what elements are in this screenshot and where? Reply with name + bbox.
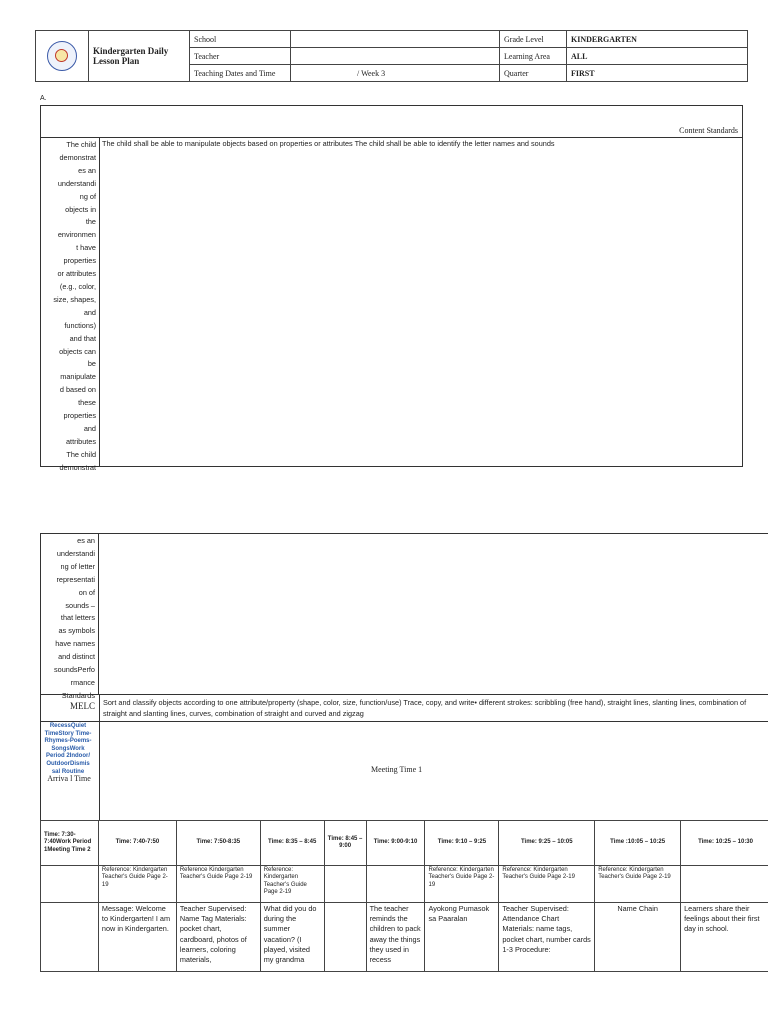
activity-cell: Learners share their feelings about their first day in school. <box>681 903 768 972</box>
wrapped-line: be <box>87 359 96 369</box>
activity-cell: What did you do during the summer vacation? (I played, visited my grandma <box>260 903 324 972</box>
wrapped-line: and <box>83 307 96 317</box>
wrapped-line: d based on <box>59 385 96 395</box>
wrapped-line: size, shapes, <box>53 294 96 304</box>
school-value <box>291 31 500 48</box>
wrapped-line: understandi <box>56 548 95 558</box>
reference-cell: Reference: Kindergarten Teacher's Guide Page 2-19 <box>595 866 681 903</box>
deped-seal-icon <box>47 41 77 71</box>
grade-label: Grade Level <box>500 31 567 48</box>
time-cell: Time: 7:40-7:50 <box>98 821 176 866</box>
dates-label: Teaching Dates and Time <box>190 65 291 82</box>
content-standards-wrapped-text <box>41 139 96 475</box>
reference-cell <box>681 866 768 903</box>
wrapped-line: the <box>85 217 96 227</box>
wrapped-line: sounds – <box>65 600 95 610</box>
area-label: Learning Area <box>500 48 567 65</box>
wrapped-line: The child <box>66 449 96 459</box>
reference-cell: Reference: Kindergarten Teacher's Guide Page 2-19 <box>425 866 499 903</box>
wrapped-line: demonstrat <box>59 462 96 472</box>
wrapped-line: as symbols <box>58 626 95 636</box>
reference-cell: Reference: Kindergarten Teacher's Guide Page 2-19 <box>98 866 176 903</box>
references-row <box>41 866 768 903</box>
wrapped-line: demonstrat <box>59 152 96 162</box>
time-cell: Time: 7:50-8:35 <box>176 821 260 866</box>
activity-cell <box>324 903 366 972</box>
time-cell: Time: 7:30-7:40Work Period 1Meeting Time 2 <box>41 821 99 866</box>
time-cell: Time: 9:00-9:10 <box>366 821 425 866</box>
activity-cell: Name Chain <box>595 903 681 972</box>
time-cell: Time: 10:25 – 10:30 <box>681 821 768 866</box>
quarter-label: Quarter <box>500 65 567 82</box>
reference-cell <box>324 866 366 903</box>
teacher-value <box>291 48 500 65</box>
wrapped-line: manipulate <box>60 372 96 382</box>
melc-label: MELC <box>69 701 95 711</box>
times-row <box>41 821 768 866</box>
wrapped-line: these <box>78 398 96 408</box>
wrapped-line: attributes <box>65 436 96 446</box>
teacher-label: Teacher <box>190 48 291 65</box>
dates-value: / Week 3 <box>291 65 500 82</box>
activity-cell: The teacher reminds the children to pack away the things they used in recess <box>366 903 425 972</box>
reference-cell <box>41 866 99 903</box>
school-label: School <box>190 31 291 48</box>
document-title: Kindergarten Daily Lesson Plan <box>89 31 190 82</box>
quarter-value: FIRST <box>567 65 748 82</box>
wrapped-line: properties <box>63 256 96 266</box>
reference-cell: Reference: Kindergarten Teacher's Guide Page 2-19 <box>499 866 595 903</box>
wrapped-line: functions) <box>64 320 96 330</box>
reference-cell: Reference Kindergarten Teacher's Guide Page 2-19 <box>176 866 260 903</box>
wrapped-line: understandi <box>57 178 96 188</box>
wrapped-line: Standards <box>61 690 95 700</box>
melc-row <box>40 694 768 722</box>
wrapped-line: or attributes <box>57 269 96 279</box>
time-cell: Time :10:05 – 10:25 <box>595 821 681 866</box>
content-standards-label: Content Standards <box>679 126 738 135</box>
wrapped-line: and distinct <box>58 652 95 662</box>
schedule-row <box>40 721 768 821</box>
wrapped-line: soundsPerfo <box>54 665 95 675</box>
wrapped-line: (e.g., color, <box>59 281 96 291</box>
grade-value: KINDERGARTEN <box>567 31 748 48</box>
activities-row <box>41 903 768 972</box>
wrapped-line: properties <box>63 411 96 421</box>
wrapped-line: that letters <box>60 613 95 623</box>
wrapped-line: ng of <box>79 191 96 201</box>
time-cell: Time: 8:35 – 8:45 <box>260 821 324 866</box>
wrapped-line: environmen <box>57 230 96 240</box>
wrapped-line: representati <box>56 574 95 584</box>
reference-cell <box>366 866 425 903</box>
wrapped-line: have names <box>55 639 95 649</box>
wrapped-line: objects can <box>59 346 96 356</box>
schedule-blue-label: RecessQuiet TimeStory Time-Rhymes-Poems-SongsWork Period 2Indoor/ OutdoorDismis sal Routine <box>44 723 92 775</box>
activity-cell <box>41 903 99 972</box>
activity-cell: Ayokong Pumasok sa Paaralan <box>425 903 499 972</box>
reference-cell: Reference: Kindergarten Teacher's Guide Page 2-19 <box>260 866 324 903</box>
area-value: ALL <box>567 48 748 65</box>
wrapped-line: and that <box>69 333 96 343</box>
activity-cell: Teacher Supervised: Attendance Chart Materials: name tags, pocket chart, number cards 1-3 Procedure: <box>499 903 595 972</box>
wrapped-line: The child <box>66 140 96 149</box>
wrapped-line: t have <box>76 243 96 253</box>
time-cell: Time: 9:10 – 9:25 <box>425 821 499 866</box>
content-standards-box <box>40 105 743 472</box>
content-standards-text: The child shall be able to manipulate objects based on properties or attributes The child shall be able to identify the letter names and sounds <box>102 139 555 148</box>
header-table <box>35 30 748 82</box>
wrapped-line: ng of letter <box>60 561 95 571</box>
activity-cell: Teacher Supervised: Name Tag Materials: pocket chart, cardboard, photos of learners, coloring materials, <box>176 903 260 972</box>
wrapped-line: objects in <box>65 204 96 214</box>
wrapped-line: on of <box>78 587 95 597</box>
logo-cell <box>36 31 89 82</box>
time-cell: Time: 8:45 – 9:00 <box>324 821 366 866</box>
schedule-grid <box>40 820 768 972</box>
melc-text: Sort and classify objects according to one attribute/property (shape, color, size, function/use) Trace, copy, and write• different strokes: scribbling (free hand), straight lines, slanting lines, combination of straight and slanting lines, curves, combination of straight and curved and zigzag <box>103 698 747 718</box>
wrapped-line: rmance <box>70 677 95 687</box>
time-cell: Time: 9:25 – 10:05 <box>499 821 595 866</box>
schedule-arrival-label: Arriva l Time <box>47 774 91 783</box>
section-a-label: A. <box>40 95 47 102</box>
performance-standards-wrapped-text <box>40 535 95 703</box>
wrapped-line: es an <box>77 536 95 545</box>
wrapped-line: and <box>83 423 96 433</box>
wrapped-line: es an <box>78 165 96 175</box>
activity-cell: Message: Welcome to Kindergarten! I am now in Kindergarten. <box>98 903 176 972</box>
meeting-time-label: Meeting Time 1 <box>371 765 423 774</box>
